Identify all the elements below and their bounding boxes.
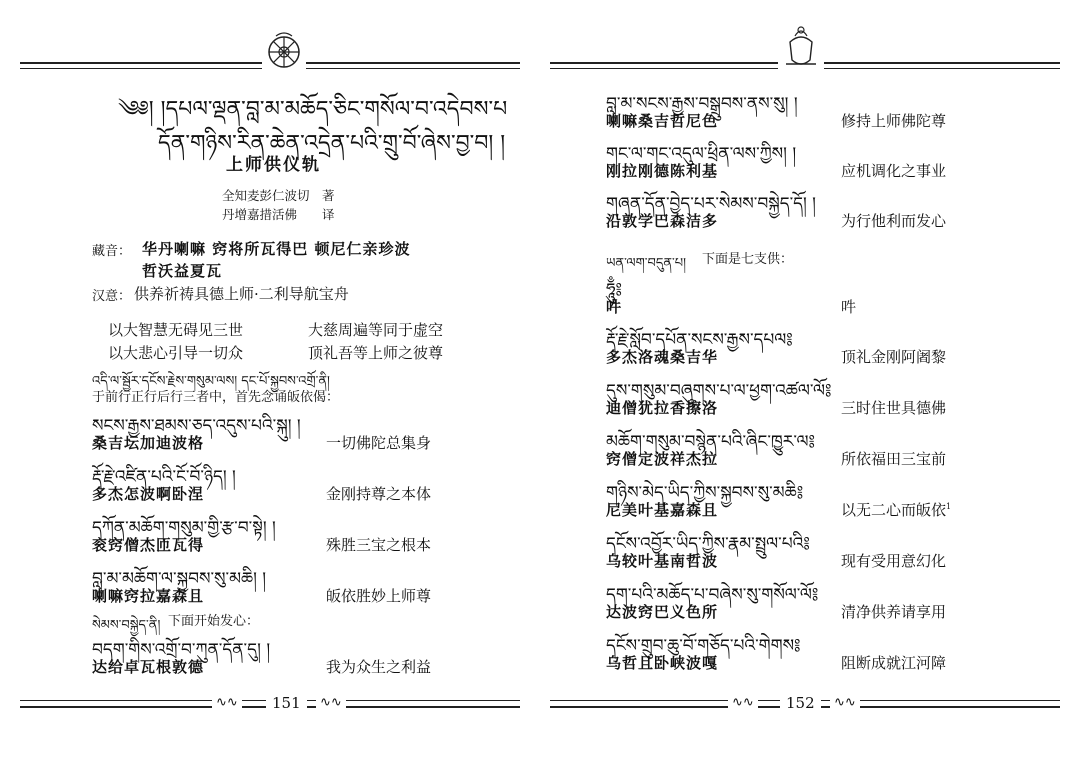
hanyi-label: 汉意： bbox=[92, 289, 132, 304]
cloud-ornament-right-a: ∿∿ bbox=[728, 695, 758, 710]
page-number-right: 152 bbox=[780, 694, 821, 712]
branch-tibetan-3: མཆོག་གསུམ་བསྙེན་པའི་ཞིང་ཁྱུར་ལ༔ bbox=[606, 432, 815, 452]
right-tibetan-3: གཞན་དོན་བྱེད་པར་སེམས་བསྐྱེད་དོ། ། bbox=[606, 194, 816, 214]
verse-2b: 顶礼吾等上师之彼尊 bbox=[308, 344, 444, 362]
cloud-ornament-left-a: ∿∿ bbox=[212, 695, 242, 710]
right-phonetic-2: 刚拉刚德陈利基 bbox=[606, 162, 719, 180]
branch-chinese-4-text: 以无二心而皈依 bbox=[841, 501, 947, 519]
seven-branch-tibetan-label: ཡན་ལག་བདུན་པ། bbox=[606, 256, 686, 271]
refuge-tibetan-4: བླ་མ་མཆོག་ལ་སྐྱབས་སུ་མཆི། ། bbox=[92, 569, 267, 589]
branch-phonetic-7: 乌哲且卧峡波嘎 bbox=[606, 654, 719, 672]
branch-tibetan-6: དག་པའི་མཆོད་པ་བཞེས་སུ་གསོལ་ལོ༔ bbox=[606, 585, 819, 605]
verse-1b: 大慈周遍等同于虚空 bbox=[308, 321, 444, 339]
branch-chinese-2: 三时住世具德佛 bbox=[841, 399, 947, 417]
hum-tibetan: ཧཱུྃ༔ bbox=[606, 280, 623, 300]
branch-tibetan-7: དངོས་གྲུབ་ཆུ་བོ་གཅོད་པའི་གེགས༔ bbox=[606, 636, 801, 656]
refuge-phonetic-4: 喇嘛窍拉嘉森且 bbox=[92, 587, 205, 605]
refuge-tibetan-2: རྡོ་རྗེ་འཛིན་པའི་ངོ་བོ་ཉིད། ། bbox=[92, 467, 236, 487]
refuge-tibetan-1: སངས་རྒྱས་ཐམས་ཅད་འདུས་པའི་སྐུ། ། bbox=[92, 416, 301, 436]
bodhicitta-phonetic-1: 达给卓瓦根敦德 bbox=[92, 658, 205, 676]
hanyi-text: 供养祈祷具德上师·二利导航宝舟 bbox=[134, 285, 349, 303]
verse-2a: 以大悲心引导一切众 bbox=[108, 344, 244, 362]
branch-chinese-5: 现有受用意幻化 bbox=[841, 552, 947, 570]
refuge-phonetic-3: 衮窍僧杰匝瓦得 bbox=[92, 536, 205, 554]
branch-tibetan-5: དངོས་འབྱོར་ཡིད་ཀྱིས་རྣམ་སྤྲུལ་པའི༔ bbox=[606, 534, 810, 554]
treasure-vase-icon bbox=[778, 24, 824, 74]
right-phonetic-1: 喇嘛桑吉哲尼色 bbox=[606, 112, 719, 130]
right-phonetic-3: 沿敦学巴森洁多 bbox=[606, 212, 719, 230]
zangyin-text-1: 华丹喇嘛 窍将所瓦得巴 顿尼仁亲珍波 bbox=[142, 240, 411, 258]
branch-phonetic-4: 尼美叶基嘉森且 bbox=[606, 501, 719, 519]
hum-phonetic: 吽 bbox=[606, 298, 623, 316]
right-chinese-3: 为行他利而发心 bbox=[841, 212, 947, 230]
page-number-left: 151 bbox=[266, 694, 307, 712]
right-chinese-2: 应机调化之事业 bbox=[841, 162, 947, 180]
branch-chinese-1: 顶礼金刚阿阇黎 bbox=[841, 348, 947, 366]
title-chinese: 上师供仪轨 bbox=[226, 155, 321, 175]
branch-phonetic-2: 迪僧犹拉香擦洛 bbox=[606, 399, 719, 417]
branch-phonetic-5: 乌较叶基南哲波 bbox=[606, 552, 719, 570]
branch-phonetic-1: 多杰洛魂桑吉华 bbox=[606, 348, 719, 366]
right-tibetan-1: བླ་མ་སངས་རྒྱས་བསྒྲུབས་ནས་སུ། ། bbox=[606, 94, 798, 114]
branch-tibetan-2: དུས་གསུམ་བཞུགས་པ་ལ་ཕྱག་འཚལ་ལོ༔ bbox=[606, 381, 832, 401]
bodhicitta-tibetan-1: བདག་གིས་འགྲོ་བ་ཀུན་དོན་དུ། ། bbox=[92, 640, 271, 660]
hum-chinese: 吽 bbox=[841, 298, 857, 316]
refuge-chinese-2: 金刚持尊之本体 bbox=[326, 485, 432, 503]
branch-chinese-3: 所依福田三宝前 bbox=[841, 450, 947, 468]
branch-phonetic-3: 窍僧定波祥杰拉 bbox=[606, 450, 719, 468]
dharma-wheel-icon bbox=[262, 30, 306, 74]
chinese-instruction: 于前行正行后行三者中，首先念诵皈依偈： bbox=[92, 390, 340, 405]
branch-tibetan-4: གཉིས་མེད་ཡིད་ཀྱིས་སྐྱབས་སུ་མཆི༔ bbox=[606, 483, 804, 503]
refuge-tibetan-3: དཀོན་མཆོག་གསུམ་གྱི་རྩ་བ་སྟེ། ། bbox=[92, 518, 276, 538]
cloud-ornament-right-b: ∿∿ bbox=[830, 695, 860, 710]
refuge-phonetic-1: 桑吉坛加迪波格 bbox=[92, 434, 205, 452]
zangyin-text-2: 哲沃益夏瓦 bbox=[142, 262, 223, 280]
title-tibetan-line-1: ༄༅། །དཔལ་ལྡན་བླ་མ་མཆོད་ཅིང་གསོལ་བ་འདེབས་པ bbox=[118, 97, 508, 122]
bodhicitta-chinese-label: 下面开始发心： bbox=[168, 614, 260, 629]
title-tibetan-line-2: དོན་གཉིས་རིན་ཆེན་འདྲེན་པའི་གྲུ་བོ་ཞེས་བྱ་བ། ། bbox=[158, 131, 506, 156]
branch-tibetan-1: རྡོ་རྗེ་སློབ་དཔོན་སངས་རྒྱས་དཔལ༔ bbox=[606, 330, 793, 350]
branch-chinese-6: 清净供养请享用 bbox=[841, 603, 947, 621]
right-tibetan-2: གང་ལ་གང་འདུལ་ཕྲིན་ལས་ཀྱིས། ། bbox=[606, 144, 797, 164]
bodhicitta-chinese-1: 我为众生之利益 bbox=[326, 658, 432, 676]
branch-chinese-7: 阻断成就江河障 bbox=[841, 654, 947, 672]
zangyin-label: 藏音： bbox=[92, 244, 132, 259]
branch-phonetic-6: 达波窍巴义色所 bbox=[606, 603, 719, 621]
right-page bbox=[540, 0, 1080, 764]
verse-1a: 以大智慧无碍见三世 bbox=[108, 321, 244, 339]
refuge-chinese-1: 一切佛陀总集身 bbox=[326, 434, 432, 452]
translator-line: 丹增嘉措活佛 译 bbox=[222, 207, 335, 222]
refuge-chinese-4: 皈依胜妙上师尊 bbox=[326, 587, 432, 605]
footnote-marker[interactable]: 1 bbox=[946, 502, 952, 511]
refuge-phonetic-2: 多杰怎波啊卧涅 bbox=[92, 485, 205, 503]
author-line: 全知麦彭仁波切 著 bbox=[222, 188, 335, 203]
cloud-ornament-left-b: ∿∿ bbox=[316, 695, 346, 710]
bodhicitta-tibetan-label: སེམས་བསྐྱེད་ནི། bbox=[92, 618, 161, 633]
tibetan-instruction: འདི་ལ་སྦྱོར་དངོས་རྗེས་གསུམ་ལས། དང་པོ་སྐྱབས་འགྲོ་ནི། bbox=[92, 374, 330, 389]
seven-branch-chinese-label: 下面是七支供： bbox=[702, 252, 794, 267]
branch-chinese-4 bbox=[841, 499, 951, 520]
refuge-chinese-3: 殊胜三宝之根本 bbox=[326, 536, 432, 554]
right-chinese-1: 修持上师佛陀尊 bbox=[841, 112, 947, 130]
